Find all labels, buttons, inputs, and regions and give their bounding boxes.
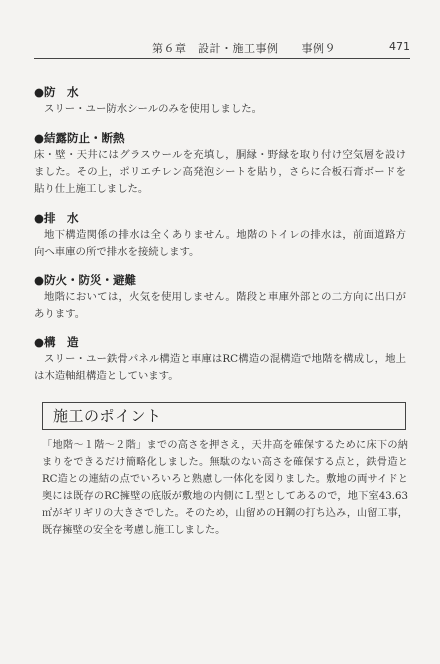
construction-points-body: 「地階～１階～２階」までの高さを押さえ，天井高を確保するために床下の納まりをできるだけ簡略化しました。無駄のない高さを確保する点と，鉄骨造とRC造との連結の点でいろいろと熟慮し一体化を図りました。敷地の両サイドと奥には既存のRC擁壁の底版が敷地の内側にＬ型としてあるので，地下室43.63㎡がギリギリの大きさでした。そのため，山留めのH鋼の打ち込み，山留工事，既存擁壁の安全を考慮し施工しました。 (42, 440, 408, 536)
section-heading: ●結露防止・断熱 (34, 131, 125, 145)
section-body: 床・壁・天井にはグラスウールを充填し，胴縁・野縁を取り付け空気層を設けました。その上，ポリエチレン高発泡シートを貼り，さらに合板石膏ボードを貼り仕上施工しました。 (34, 149, 406, 195)
section-heading: ●構 造 (34, 335, 79, 349)
construction-points-title: 施工のポイント (53, 407, 162, 425)
section-body: スリー・ユー防水シールのみを使用しました。 (44, 103, 262, 115)
section-condensation-insulation (34, 130, 406, 198)
section-heading: ●排 水 (34, 211, 79, 225)
section-heading: ●防火・防災・避難 (34, 273, 137, 287)
section-drainage (34, 210, 406, 261)
section-structure (34, 334, 406, 385)
section-body: 地下構造関係の排水は全くありません。地階のトイレの排水は，前面道路方向へ車庫の所で排水を接続します。 (34, 229, 406, 258)
section-body: スリー・ユー鉄骨パネル構造と車庫はRC構造の混構造で地階を構成し，地上は木造軸組構造としています。 (34, 353, 406, 382)
chapter-title: 第６章 設計・施工事例 事例９ (152, 42, 336, 55)
section-waterproofing (34, 84, 406, 118)
header-rule (34, 58, 410, 59)
section-fire-safety-evacuation (34, 272, 406, 323)
page-number: 471 (389, 40, 410, 53)
running-header (34, 38, 410, 56)
construction-points-heading-box (42, 402, 406, 430)
section-heading: ●防 水 (34, 85, 79, 99)
section-body: 地階においては，火気を使用しません。階段と車庫外部との二方向に出口があります。 (34, 291, 406, 320)
